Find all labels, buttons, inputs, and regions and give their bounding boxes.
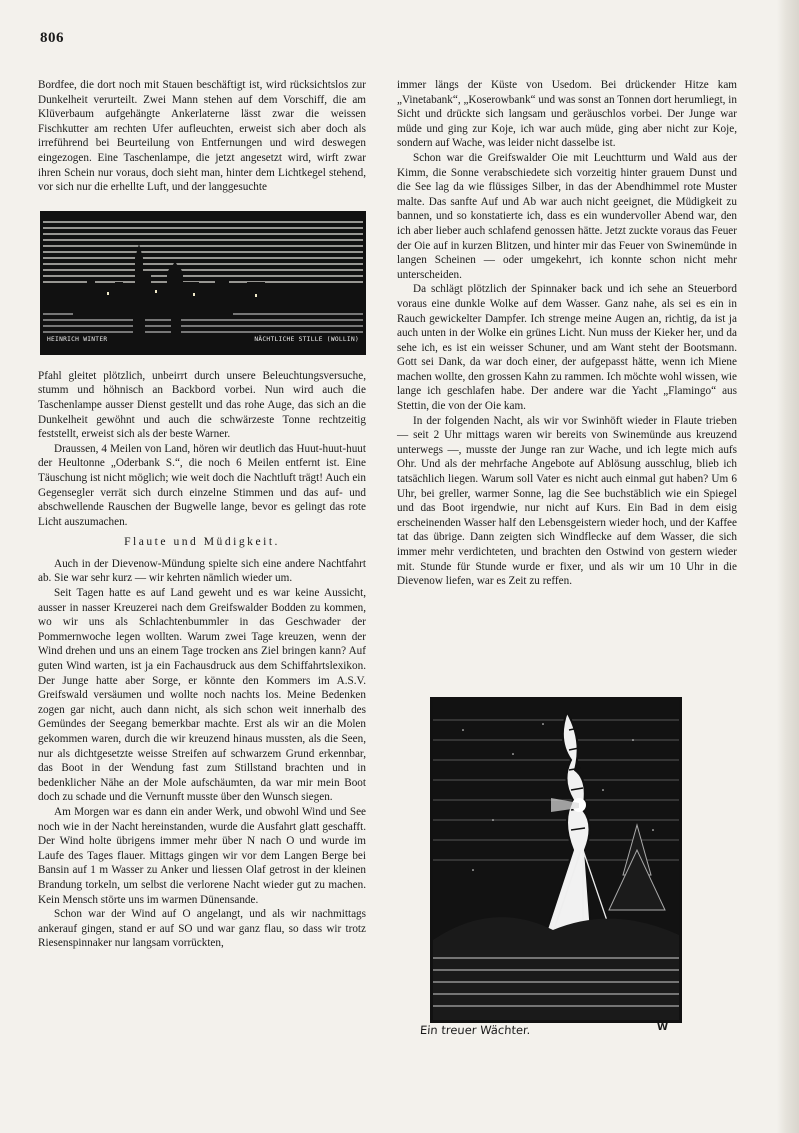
figure-caption: Ein treuer Wächter. — [419, 1023, 531, 1037]
town-night-woodcut-figure — [40, 211, 366, 355]
page-number: 806 — [40, 30, 64, 46]
paragraph: immer längs der Küste von Usedom. Bei drückender Hitze kam „Vinetabank“, „Koserowbank“ und was sonst an Tonnen dort herumliegt, in Sicht und drückte sich langsam und geräuschlos vorbei. Der Junge war müde und ging zur Koje, ich war auch müde, ging aber nicht zur Koje, sondern auf Wache, was leider nicht dasselbe ist. — [397, 79, 737, 150]
paragraph: Am Morgen war es dann ein ander Werk, und obwohl Wind und See noch wie in der Nacht hereinstanden, wurde die Ausfahrt glatt geschafft. Der Wind holte übrigens immer mehr über N nach O und wurde im Laufe des Tages flauer. Mittags gingen wir vor dem Langen Berge bei Bansin auf 1 m Wasser zu Anker und liessen Olaf getrost in der kleinen Brandung torkeln, um selbst die verlorene Nacht wieder gut zu machen. Kein Mensch störte uns im warmen Dünensande. — [38, 805, 366, 906]
paragraph: Seit Tagen hatte es auf Land geweht und es war keine Aussicht, ausser in nasser Kreuzerei nach dem Greifswalder Bodden zu kommen, wo wir uns als Schlachtenbummler in das Geschwader der Pommernwoche legen wollten. Warum zwei Tage kreuzen, wenn der Wind drehen und uns an einem Tage trocken ans Ziel bringen kann? Auf guten Wind warten, ist ja ein Fachausdruck aus dem Schiffahrtslexikon. Der Junge hatte aber Sorge, er könnte den Kommers im A.S.V. Greifswald versäumen und wollte noch nachts los. Meine Bedenken zogen gar nicht, auch dann nicht, als sich schon weit innerhalb des Gemündes der Seegang bemerkbar machte. Erst als wir an die Molen gekommen waren, durch die wir kreuzend hinaus mussten, als die Seen, nur als dichtgesetzte weisse Streifen auf schwarzem Grund erkennbar, das Boot in der Wendung fast zum Stillstand brachten und in bedenklicher Nähe an der Mole aufschäumten, da war mir mein Boot doch zu schade und die Vernunft musste über den Wunsch siegen. — [38, 587, 366, 804]
figure-artist-label: HEINRICH WINTER — [47, 333, 107, 348]
artist-monogram: W — [657, 1022, 669, 1033]
night-town-woodcut-icon — [43, 214, 363, 352]
paragraph: Schon war die Greifswalder Oie mit Leuchtturm und Wald aus der Kimm, die Sonne verabschiedete sich vorzeitig hinter grauem Dunst und die See lag da wie flüssiges Silber, in das der Abendhimmel rote Muster malte. Das sanfte Auf und Ab war auch nicht geeignet, die Müdigkeit zu bannen, und so konstatierte ich, dass es ein wundervoller Abend war, den ich aber lieber auch schlafend genossen hätte. Jetzt zuckte voraus das Feuer der Oie auf in kurzen Blitzen, und hinter mir das Feuer von Swinemünde in langen Scheinen — oder umgekehrt, ich konnte schon nicht mehr unterscheiden. — [397, 151, 737, 281]
paragraph: Schon war der Wind auf O angelangt, und als wir nachmittags ankerauf gingen, stand er auf SO und war ganz flau, so dass wir trotz Riesenspinnaker nur langsam vorrückten, — [38, 908, 366, 950]
paragraph: Auch in der Dievenow-Mündung spielte sich eine andere Nachtfahrt ab. Sie war sehr kurz — wir kehrten nämlich wieder um. — [38, 557, 366, 585]
paragraph: Pfahl gleitet plötzlich, unbeirrt durch unsere Beleuchtungsversuche, stumm und höhnisch an Backbord vorbei. Nun wird auch die Taschenlampe ausser Dienst gestellt und das rohe Auge, das sich an die Dunkelheit gewöhnt und auch die schwärzeste Tonne rechtzeitig feststellt, erweist sich als der beste Warner. — [38, 369, 366, 441]
paragraph: Bordfee, die dort noch mit Stauen beschäftigt ist, wird rücksichtslos zur Dunkelheit verurteilt. Zwei Mann stehen auf dem Vorschiff, die am Klüverbaum aufgehängte Ankerlaterne lässt zwar die weissen Fischkutter am rechten Ufer aufleuchten, erweist sich aber doch als irreführend bei Beurteilung von Entfernungen und wird deswegen eingezogen. Eine Taschenlampe, die jetzt angesetzt wird, wirft zwar ihren Schein nur voraus, doch sieht man, hinter dem Lichtkegel stehend, vor sich nur die erhellte Luft, und der langgesuchte — [38, 79, 366, 194]
beacon-woodcut-figure — [430, 697, 682, 1023]
paragraph: Draussen, 4 Meilen von Land, hören wir deutlich das Huut-huut-huut der Heultonne „Oderbank S.“, die noch 6 Meilen entfernt ist. Eine Täuschung ist nicht möglich; wie weit doch die Nachtluft trägt! Auch ein Gegensegler verrät sich durch einzelne Stimmen und das auf- und abschwellende Rauschen der Bugwelle lange, bevor es gelingt das rote Licht auszumachen. — [38, 442, 366, 528]
paragraph: In der folgenden Nacht, als wir vor Swinhöft wieder in Flaute trieben — seit 2 Uhr mittags waren wir bereits von Swinemünde aus kreuzend unterwegs —, musste der Junge ran zur Wache, und ich legte mich aufs Ohr. Und als der mehrfache Angebote auf Ablösung ausschlug, blieb ich tatsächlich liegen. Warum soll Vater es nicht auch einmal gut haben? Um 6 Uhr, bei greller, warmer Sonne, lag die See buchstäblich wie ein Spiegel und das Boot irgendwie, nur nicht auf Kurs. Ein Bad in dem eisig erscheinenden Wasser half den Lebensgeistern wieder hoch, und der Kaffee tat das übrige. Dann zeigten sich Windflecke auf dem Wasser, die sich immer mehr verdichteten, und brachten den Ostwind von gestern wieder mit. Stunde für Stunde wurde er fixer, und als wir um 10 Uhr in die Dievenow liefen, war es Zeit zu reffen. — [397, 414, 737, 588]
figure-title-label: NÄCHTLICHE STILLE (WOLLIN) — [254, 333, 359, 348]
right-column — [397, 78, 737, 589]
paragraph: Da schlägt plötzlich der Spinnaker back und ich sehe an Steuerbord voraus eine dunkle Wolke auf dem Wasser. Ganz nahe, als sei es ein in Rauch gewickelter Dampfer. Ich strenge meine Augen an, richtig, da ist ja auch unten in der Wolke ein grünes Licht. Nun muss der Kieker her, und da sehe ich, es ist ein weisser Schuner, und am Want steht der Bootsmann. Gott sei Dank, da war doch einer, der aufgepasst hätte, wenn ich Miene machen wollte, den grossen Kahn zu rammen. Ich möchte wohl wissen, wie lange ich geschlafen habe. Der andere war die Yacht „Flamingo“ aus Stettin, die von der Oie kam. — [397, 283, 737, 413]
left-column — [38, 78, 366, 951]
section-heading: Flaute und Müdigkeit. — [124, 535, 280, 549]
beacon-pole-woodcut-icon — [433, 700, 679, 1020]
page-edge-shadow — [777, 0, 799, 1133]
